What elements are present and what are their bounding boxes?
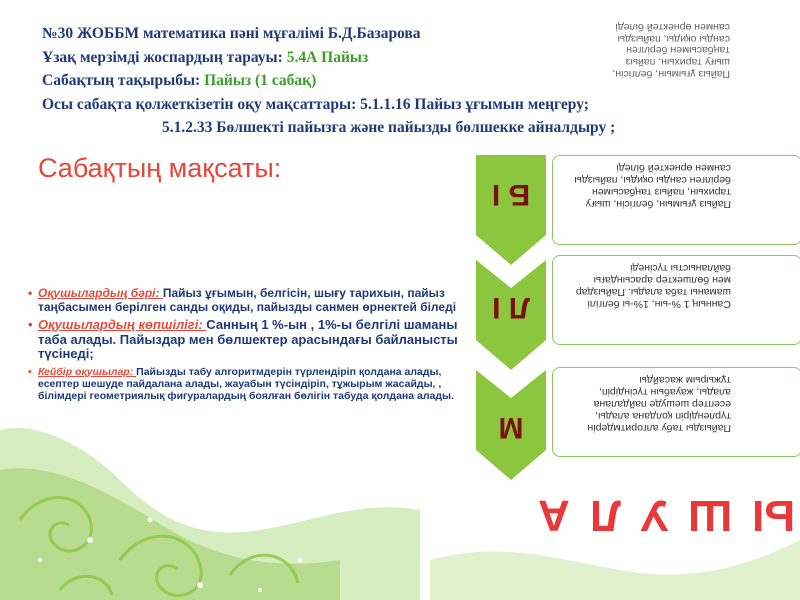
lesson-objective-heading: Сабақтың мақсаты: xyxy=(38,153,282,183)
level-card-2: Санның 1 %-ын, 1%-ы белгілі шаманы таба алады. Пайыздар мен бөлшектер арасындағы байланысты түсінеді xyxy=(552,255,800,345)
level-card-1: Пайыз ұғымын, белгісін, шығу тарихын, пайыз таңбасымен берілген санды оқиды, пайызды санмен өрнектей біледі xyxy=(552,155,800,245)
knowledge-levels-diagram xyxy=(476,155,800,495)
objective-all-students: • Оқушылардың бәрі: Пайыз ұғымын, белгісін, шығу тарихын, пайыз таңбасымен берілген санды оқиды, пайызды санмен өрнектей біледі xyxy=(28,286,457,314)
goals-line: Осы сабақта қолжеткізетін оқу мақсаттары: 5.1.1.16 Пайыз ұғымын меңгеру; xyxy=(42,95,589,113)
result-letter: Ш xyxy=(688,491,733,540)
result-letter: У xyxy=(640,491,669,540)
level-card-3: Пайызды табу алгоритмдерін түрлендіріп қолдана алады, есептер шешуде пайдалана алады, жауабын түсіндіріп, тұжырым жасайды xyxy=(552,367,800,457)
chapter-line: Ұзақ мерзімді жоспардың тарауы: 5.4А Пайыз xyxy=(42,48,369,66)
objective-most-students: • Оқушылардың көпшілігі: Санның 1 %-ын , 1%-ы белгілі шаманы таба алады. Пайыздар мен бөлшектер арасындағы байланысты түсінеді; xyxy=(28,317,458,361)
topic-line: Сабақтың тақырыбы: Пайыз (1 сабақ) xyxy=(42,72,317,89)
objectives-list xyxy=(28,287,468,406)
objective-some-students: • Кейбір оқушылар: Пайызды табу алгоритмдерін түрлендіріп қолдана алады, есептер шешуде пайдалана алады, жауабын түсіндіріп, тұжырым жасайды, , білімдері геометриялық фигуралардың боялған бөлігін табуда қолдана алады. xyxy=(28,365,454,402)
teacher-line: №30 ЖОББМ математика пәні мұғалімі Б.Д.Базарова xyxy=(42,25,421,42)
result-letter: Ы xyxy=(752,491,796,540)
result-letter: Л xyxy=(589,491,621,540)
level-chevron-2: Л І xyxy=(476,260,566,370)
result-letter: А xyxy=(538,491,570,540)
goals-line-2: 5.1.2.33 Бөлшекті пайызға және пайызды бөлшекке айналдыру ; xyxy=(162,119,616,136)
overflow-rotated-text: Пайыз ұғымын, белгісін, шығу тарихын, пайыз таңбасымен берілген санды оқиды, пайызды санмен өрнектей біледі xyxy=(612,20,730,80)
level-chevron-3: М xyxy=(476,370,566,480)
level-chevron-1: Б І xyxy=(476,155,566,265)
result-word-letters xyxy=(538,488,795,542)
